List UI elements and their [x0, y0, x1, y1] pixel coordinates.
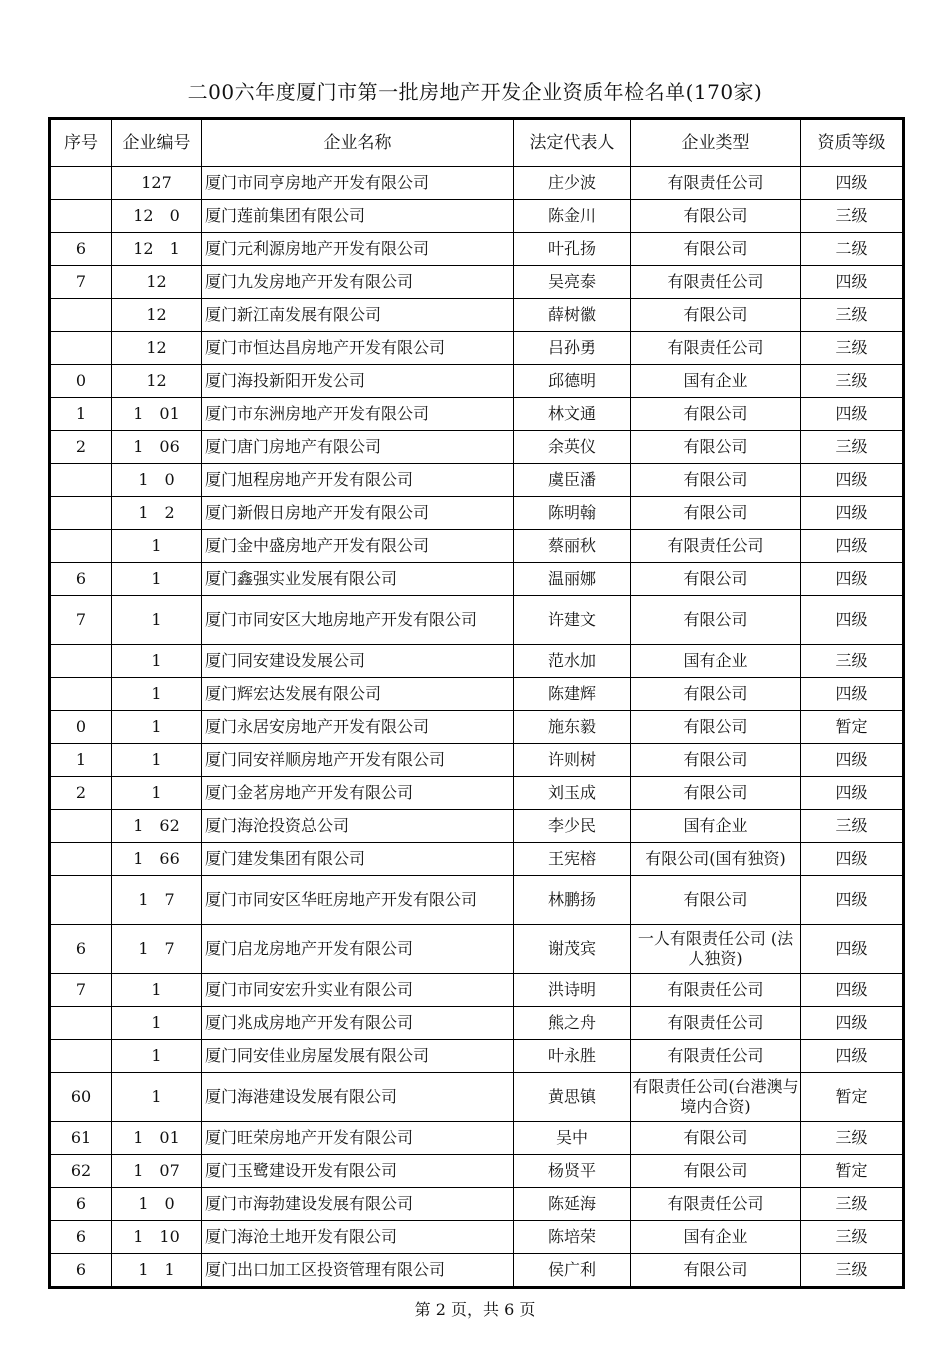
cell-qualification-grade: 四级: [801, 1007, 904, 1040]
cell-enterprise-type: 有限责任公司: [631, 1040, 801, 1073]
cell-enterprise-name: 厦门市同亨房地产开发有限公司: [202, 167, 514, 200]
cell-enterprise-type: 国有企业: [631, 810, 801, 843]
cell-enterprise-type: 有限责任公司: [631, 974, 801, 1007]
cell-seq: 2: [50, 777, 112, 810]
table-row: [50, 200, 904, 233]
cell-enterprise-no: 1: [112, 1007, 202, 1040]
header-enterprise-name: 企业名称: [202, 119, 514, 167]
cell-legal-rep: 陈明翰: [514, 497, 631, 530]
cell-enterprise-no: 1 62: [112, 810, 202, 843]
cell-enterprise-type: 有限公司: [631, 711, 801, 744]
table-row: [50, 431, 904, 464]
cell-enterprise-type: 有限责任公司: [631, 530, 801, 563]
table-row: [50, 678, 904, 711]
header-legal-rep: 法定代表人: [514, 119, 631, 167]
cell-legal-rep: 黄思镇: [514, 1073, 631, 1122]
cell-qualification-grade: 四级: [801, 596, 904, 645]
cell-enterprise-name: 厦门唐门房地产有限公司: [202, 431, 514, 464]
cell-seq: [50, 1007, 112, 1040]
table-row: [50, 596, 904, 645]
cell-legal-rep: 庄少波: [514, 167, 631, 200]
cell-enterprise-type: 有限公司: [631, 200, 801, 233]
cell-enterprise-type: 有限公司(国有独资): [631, 843, 801, 876]
table-row: [50, 925, 904, 974]
cell-enterprise-type: 有限责任公司: [631, 332, 801, 365]
cell-enterprise-no: 1: [112, 711, 202, 744]
cell-legal-rep: 虞臣潘: [514, 464, 631, 497]
cell-enterprise-name: 厦门出口加工区投资管理有限公司: [202, 1254, 514, 1288]
cell-enterprise-name: 厦门旭程房地产开发有限公司: [202, 464, 514, 497]
cell-qualification-grade: 四级: [801, 1040, 904, 1073]
cell-qualification-grade: 三级: [801, 645, 904, 678]
cell-enterprise-no: 1 0: [112, 1188, 202, 1221]
cell-enterprise-type: 国有企业: [631, 645, 801, 678]
cell-qualification-grade: 四级: [801, 167, 904, 200]
cell-enterprise-type: 有限责任公司: [631, 1188, 801, 1221]
cell-enterprise-type: 有限公司: [631, 563, 801, 596]
cell-qualification-grade: 暂定: [801, 1155, 904, 1188]
cell-legal-rep: 侯广利: [514, 1254, 631, 1288]
table-row: [50, 1122, 904, 1155]
cell-qualification-grade: 三级: [801, 1254, 904, 1288]
cell-qualification-grade: 四级: [801, 744, 904, 777]
cell-enterprise-no: 1: [112, 974, 202, 1007]
cell-enterprise-no: 1: [112, 1040, 202, 1073]
cell-enterprise-type: 有限公司: [631, 431, 801, 464]
cell-seq: [50, 810, 112, 843]
cell-qualification-grade: 二级: [801, 233, 904, 266]
cell-enterprise-name: 厦门永居安房地产开发有限公司: [202, 711, 514, 744]
cell-enterprise-type: 有限公司: [631, 299, 801, 332]
cell-enterprise-name: 厦门元利源房地产开发有限公司: [202, 233, 514, 266]
table-row: [50, 1007, 904, 1040]
cell-enterprise-no: 1 01: [112, 1122, 202, 1155]
cell-enterprise-name: 厦门市同安宏升实业有限公司: [202, 974, 514, 1007]
cell-enterprise-type: 有限公司: [631, 497, 801, 530]
cell-qualification-grade: 三级: [801, 299, 904, 332]
cell-enterprise-no: 1: [112, 645, 202, 678]
cell-enterprise-no: 1 06: [112, 431, 202, 464]
cell-qualification-grade: 四级: [801, 925, 904, 974]
cell-enterprise-name: 厦门市同安区华旺房地产开发有限公司: [202, 876, 514, 925]
cell-enterprise-no: 1: [112, 596, 202, 645]
cell-enterprise-name: 厦门金中盛房地产开发有限公司: [202, 530, 514, 563]
table-row: [50, 843, 904, 876]
cell-enterprise-no: 1 2: [112, 497, 202, 530]
cell-enterprise-name: 厦门同安祥顺房地产开发有限公司: [202, 744, 514, 777]
cell-enterprise-name: 厦门辉宏达发展有限公司: [202, 678, 514, 711]
table-row: [50, 744, 904, 777]
cell-legal-rep: 李少民: [514, 810, 631, 843]
cell-seq: 7: [50, 974, 112, 1007]
cell-enterprise-type: 有限责任公司: [631, 266, 801, 299]
cell-legal-rep: 叶孔扬: [514, 233, 631, 266]
cell-enterprise-no: 1: [112, 563, 202, 596]
cell-seq: [50, 464, 112, 497]
table-row: [50, 974, 904, 1007]
cell-enterprise-no: 1 07: [112, 1155, 202, 1188]
cell-enterprise-name: 厦门同安佳业房屋发展有限公司: [202, 1040, 514, 1073]
table-row: [50, 497, 904, 530]
cell-legal-rep: 吴中: [514, 1122, 631, 1155]
cell-seq: 6: [50, 1254, 112, 1288]
cell-seq: 1: [50, 744, 112, 777]
table-body: [50, 167, 904, 1288]
cell-qualification-grade: 三级: [801, 332, 904, 365]
header-enterprise-no: 企业编号: [112, 119, 202, 167]
cell-seq: 2: [50, 431, 112, 464]
cell-enterprise-name: 厦门鑫强实业发展有限公司: [202, 563, 514, 596]
cell-qualification-grade: 暂定: [801, 711, 904, 744]
cell-enterprise-type: 有限公司: [631, 398, 801, 431]
cell-qualification-grade: 三级: [801, 431, 904, 464]
cell-seq: [50, 200, 112, 233]
cell-enterprise-type: 有限公司: [631, 233, 801, 266]
cell-seq: 60: [50, 1073, 112, 1122]
cell-enterprise-no: 1 66: [112, 843, 202, 876]
cell-qualification-grade: 三级: [801, 365, 904, 398]
table-row: [50, 645, 904, 678]
table-row: [50, 233, 904, 266]
table-row: [50, 1254, 904, 1288]
cell-legal-rep: 陈金川: [514, 200, 631, 233]
cell-seq: 6: [50, 925, 112, 974]
table-row: [50, 711, 904, 744]
cell-qualification-grade: 三级: [801, 1122, 904, 1155]
table-row: [50, 398, 904, 431]
cell-enterprise-no: 12: [112, 266, 202, 299]
cell-enterprise-type: 有限公司: [631, 678, 801, 711]
cell-legal-rep: 洪诗明: [514, 974, 631, 1007]
cell-seq: [50, 167, 112, 200]
cell-enterprise-type: 有限公司: [631, 876, 801, 925]
cell-enterprise-name: 厦门建发集团有限公司: [202, 843, 514, 876]
cell-enterprise-name: 厦门海沧投资总公司: [202, 810, 514, 843]
cell-seq: 6: [50, 1188, 112, 1221]
cell-enterprise-type: 国有企业: [631, 1221, 801, 1254]
cell-seq: [50, 843, 112, 876]
cell-enterprise-no: 1 01: [112, 398, 202, 431]
cell-seq: [50, 332, 112, 365]
cell-enterprise-name: 厦门金茗房地产开发有限公司: [202, 777, 514, 810]
cell-qualification-grade: 暂定: [801, 1073, 904, 1122]
cell-seq: 62: [50, 1155, 112, 1188]
cell-legal-rep: 余英仪: [514, 431, 631, 464]
cell-enterprise-type: 一人有限责任公司 (法人独资): [631, 925, 801, 974]
cell-enterprise-name: 厦门海港建设发展有限公司: [202, 1073, 514, 1122]
cell-seq: [50, 678, 112, 711]
cell-enterprise-name: 厦门新江南发展有限公司: [202, 299, 514, 332]
cell-enterprise-type: 国有企业: [631, 365, 801, 398]
cell-enterprise-name: 厦门启龙房地产开发有限公司: [202, 925, 514, 974]
cell-enterprise-no: 1 7: [112, 925, 202, 974]
table-row: [50, 1073, 904, 1122]
enterprise-table: [48, 117, 905, 1289]
table-row: [50, 464, 904, 497]
cell-legal-rep: 林文通: [514, 398, 631, 431]
cell-legal-rep: 薛树徽: [514, 299, 631, 332]
cell-legal-rep: 许建文: [514, 596, 631, 645]
table-row: [50, 1155, 904, 1188]
cell-seq: [50, 497, 112, 530]
cell-enterprise-name: 厦门玉鹭建设开发有限公司: [202, 1155, 514, 1188]
cell-enterprise-type: 有限公司: [631, 464, 801, 497]
cell-legal-rep: 叶永胜: [514, 1040, 631, 1073]
cell-seq: 1: [50, 398, 112, 431]
cell-enterprise-no: 12 0: [112, 200, 202, 233]
cell-legal-rep: 刘玉成: [514, 777, 631, 810]
cell-qualification-grade: 三级: [801, 1188, 904, 1221]
cell-seq: 6: [50, 1221, 112, 1254]
cell-qualification-grade: 四级: [801, 974, 904, 1007]
cell-enterprise-name: 厦门兆成房地产开发有限公司: [202, 1007, 514, 1040]
table-row: [50, 167, 904, 200]
table-header-row: [50, 119, 904, 167]
table-row: [50, 1040, 904, 1073]
cell-seq: [50, 876, 112, 925]
cell-qualification-grade: 四级: [801, 398, 904, 431]
cell-enterprise-type: 有限公司: [631, 1155, 801, 1188]
cell-qualification-grade: 四级: [801, 678, 904, 711]
cell-enterprise-name: 厦门市海勃建设发展有限公司: [202, 1188, 514, 1221]
cell-seq: 0: [50, 365, 112, 398]
cell-enterprise-type: 有限公司: [631, 744, 801, 777]
cell-enterprise-no: 12: [112, 332, 202, 365]
cell-enterprise-name: 厦门旺荣房地产开发有限公司: [202, 1122, 514, 1155]
cell-enterprise-type: 有限公司: [631, 1254, 801, 1288]
cell-enterprise-type: 有限责任公司(台港澳与境内合资): [631, 1073, 801, 1122]
cell-enterprise-no: 1 0: [112, 464, 202, 497]
cell-enterprise-no: 1: [112, 1073, 202, 1122]
cell-legal-rep: 吕孙勇: [514, 332, 631, 365]
cell-legal-rep: 吴亮泰: [514, 266, 631, 299]
cell-enterprise-no: 12: [112, 299, 202, 332]
cell-seq: [50, 299, 112, 332]
cell-seq: 0: [50, 711, 112, 744]
cell-enterprise-name: 厦门莲前集团有限公司: [202, 200, 514, 233]
cell-seq: 61: [50, 1122, 112, 1155]
cell-qualification-grade: 三级: [801, 200, 904, 233]
cell-enterprise-no: 1 10: [112, 1221, 202, 1254]
cell-enterprise-no: 12: [112, 365, 202, 398]
cell-enterprise-type: 有限责任公司: [631, 167, 801, 200]
table-row: [50, 266, 904, 299]
cell-enterprise-no: 1: [112, 530, 202, 563]
cell-legal-rep: 陈建辉: [514, 678, 631, 711]
cell-legal-rep: 蔡丽秋: [514, 530, 631, 563]
cell-legal-rep: 邱德明: [514, 365, 631, 398]
cell-legal-rep: 陈延海: [514, 1188, 631, 1221]
header-seq: 序号: [50, 119, 112, 167]
cell-qualification-grade: 三级: [801, 810, 904, 843]
cell-seq: [50, 530, 112, 563]
page-title: 二00六年度厦门市第一批房地产开发企业资质年检名单(170家): [187, 80, 763, 104]
cell-enterprise-name: 厦门同安建设发展公司: [202, 645, 514, 678]
cell-qualification-grade: 四级: [801, 843, 904, 876]
header-qualification-grade: 资质等级: [801, 119, 904, 167]
cell-enterprise-no: 127: [112, 167, 202, 200]
cell-enterprise-name: 厦门海投新阳开发公司: [202, 365, 514, 398]
table-row: [50, 777, 904, 810]
cell-legal-rep: 施东毅: [514, 711, 631, 744]
page-footer: 第 2 页，共 6 页: [414, 1300, 536, 1319]
cell-legal-rep: 温丽娜: [514, 563, 631, 596]
table-row: [50, 1188, 904, 1221]
cell-seq: [50, 1040, 112, 1073]
table-row: [50, 332, 904, 365]
cell-enterprise-no: 1: [112, 744, 202, 777]
cell-enterprise-no: 1 1: [112, 1254, 202, 1288]
cell-legal-rep: 许则树: [514, 744, 631, 777]
cell-enterprise-name: 厦门海沧土地开发有限公司: [202, 1221, 514, 1254]
cell-enterprise-no: 1: [112, 777, 202, 810]
cell-enterprise-no: 12 1: [112, 233, 202, 266]
table-row: [50, 299, 904, 332]
cell-enterprise-name: 厦门市恒达昌房地产开发有限公司: [202, 332, 514, 365]
table-row: [50, 365, 904, 398]
table-row: [50, 530, 904, 563]
table-row: [50, 1221, 904, 1254]
cell-enterprise-type: 有限公司: [631, 596, 801, 645]
cell-legal-rep: 杨贤平: [514, 1155, 631, 1188]
cell-legal-rep: 陈培荣: [514, 1221, 631, 1254]
header-enterprise-type: 企业类型: [631, 119, 801, 167]
cell-seq: 7: [50, 596, 112, 645]
cell-legal-rep: 熊之舟: [514, 1007, 631, 1040]
cell-seq: 6: [50, 563, 112, 596]
cell-enterprise-no: 1: [112, 678, 202, 711]
cell-enterprise-name: 厦门市同安区大地房地产开发有限公司: [202, 596, 514, 645]
cell-legal-rep: 林鹏扬: [514, 876, 631, 925]
cell-enterprise-name: 厦门九发房地产开发有限公司: [202, 266, 514, 299]
cell-qualification-grade: 四级: [801, 497, 904, 530]
cell-enterprise-type: 有限公司: [631, 777, 801, 810]
cell-enterprise-type: 有限公司: [631, 1122, 801, 1155]
table-row: [50, 810, 904, 843]
cell-enterprise-no: 1 7: [112, 876, 202, 925]
cell-enterprise-type: 有限责任公司: [631, 1007, 801, 1040]
cell-enterprise-name: 厦门市东洲房地产开发有限公司: [202, 398, 514, 431]
cell-qualification-grade: 三级: [801, 1221, 904, 1254]
cell-qualification-grade: 四级: [801, 464, 904, 497]
cell-seq: 7: [50, 266, 112, 299]
cell-legal-rep: 谢茂宾: [514, 925, 631, 974]
cell-qualification-grade: 四级: [801, 563, 904, 596]
cell-legal-rep: 范水加: [514, 645, 631, 678]
cell-qualification-grade: 四级: [801, 266, 904, 299]
cell-enterprise-name: 厦门新假日房地产开发有限公司: [202, 497, 514, 530]
cell-seq: 6: [50, 233, 112, 266]
cell-seq: [50, 645, 112, 678]
cell-qualification-grade: 四级: [801, 777, 904, 810]
cell-qualification-grade: 四级: [801, 530, 904, 563]
table-row: [50, 563, 904, 596]
cell-qualification-grade: 四级: [801, 876, 904, 925]
cell-legal-rep: 王宪榕: [514, 843, 631, 876]
table-row: [50, 876, 904, 925]
